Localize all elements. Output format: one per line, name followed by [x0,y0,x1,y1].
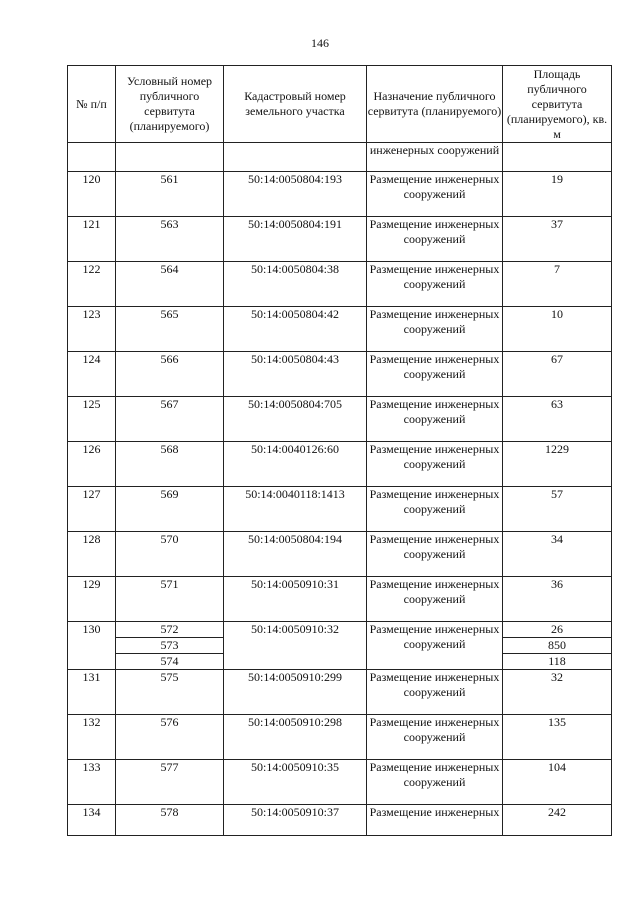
area-cell: 63 [503,397,612,442]
cadastral-number-cell: 50:14:0050910:298 [224,715,367,760]
area-cell: 34 [503,532,612,577]
row-number-cell: 126 [68,442,116,487]
cadastral-number-cell: 50:14:0050804:194 [224,532,367,577]
table-row [68,172,612,217]
area-cell: 850 [503,638,612,654]
header-cadastral-number: Кадастровый номер земельного участка [224,66,367,143]
row-number-cell: 120 [68,172,116,217]
cadastral-number-cell: 50:14:0050910:35 [224,760,367,805]
table-row [68,487,612,532]
table-row [68,670,612,715]
conditional-number-cell: 573 [116,638,224,654]
conditional-number-cell: 576 [116,715,224,760]
row-number-cell: 123 [68,307,116,352]
conditional-number-cell: 565 [116,307,224,352]
table-row [68,577,612,622]
area-cell: 67 [503,352,612,397]
cadastral-number-cell: 50:14:0050804:38 [224,262,367,307]
cadastral-number-cell: 50:14:0040126:60 [224,442,367,487]
cadastral-number-cell: 50:14:0050910:31 [224,577,367,622]
purpose-cell: Размещение инженерных сооружений [367,670,503,715]
row-number-cell: 128 [68,532,116,577]
table-row [68,262,612,307]
cadastral-number-cell: 50:14:0050804:43 [224,352,367,397]
area-cell: 37 [503,217,612,262]
purpose-cell: Размещение инженерных сооружений [367,760,503,805]
row-number-cell: 130 [68,622,116,670]
conditional-number-cell: 566 [116,352,224,397]
area-cell: 32 [503,670,612,715]
cadastral-number-cell: 50:14:0050910:37 [224,805,367,836]
row-number-cell: 127 [68,487,116,532]
table-row [68,397,612,442]
cadastral-number-cell: 50:14:0050910:32 [224,622,367,670]
conditional-number-cell: 570 [116,532,224,577]
purpose-cell: Размещение инженерных сооружений [367,217,503,262]
table-row [68,217,612,262]
row-number-cell: 125 [68,397,116,442]
header-area: Площадь публичного сервитута (планируемого), кв. м [503,66,612,143]
conditional-number-cell: 575 [116,670,224,715]
cadastral-number-cell: 50:14:0050804:42 [224,307,367,352]
table-row [68,532,612,577]
page-number: 146 [311,36,329,50]
table-row [68,805,612,836]
area-cell: 1229 [503,442,612,487]
table-header-row [68,66,612,143]
conditional-number-cell: 578 [116,805,224,836]
area-cell: 135 [503,715,612,760]
row-number-cell: 122 [68,262,116,307]
header-num: № п/п [68,66,116,143]
area-cell: 10 [503,307,612,352]
purpose-cell: Размещение инженерных сооружений [367,622,503,670]
table-row [68,442,612,487]
conditional-number-cell: 572 [116,622,224,638]
conditional-number-cell: 563 [116,217,224,262]
conditional-number-cell: 577 [116,760,224,805]
conditional-number-cell: 564 [116,262,224,307]
row-number-cell: 134 [68,805,116,836]
area-cell: 57 [503,487,612,532]
row-number-cell: 124 [68,352,116,397]
cadastral-number-cell: 50:14:0050804:705 [224,397,367,442]
area-cell: 7 [503,262,612,307]
purpose-cell: Размещение инженерных сооружений [367,397,503,442]
area-cell: 104 [503,760,612,805]
area-cell: 36 [503,577,612,622]
purpose-cell: инженерных сооружений [367,143,503,172]
table-row [68,622,612,638]
row-number-cell: 121 [68,217,116,262]
row-number-cell: 129 [68,577,116,622]
row-number-cell: 131 [68,670,116,715]
conditional-number-cell: 571 [116,577,224,622]
cadastral-number-cell: 50:14:0050910:299 [224,670,367,715]
conditional-number-cell: 568 [116,442,224,487]
table-row [68,715,612,760]
conditional-number-cell: 574 [116,654,224,670]
purpose-cell: Размещение инженерных сооружений [367,262,503,307]
purpose-cell: Размещение инженерных сооружений [367,172,503,217]
cadastral-number-cell: 50:14:0050804:193 [224,172,367,217]
purpose-cell: Размещение инженерных сооружений [367,532,503,577]
purpose-cell: Размещение инженерных сооружений [367,715,503,760]
table-row [68,352,612,397]
continuation-row [68,143,612,172]
purpose-cell: Размещение инженерных сооружений [367,577,503,622]
purpose-cell: Размещение инженерных сооружений [367,352,503,397]
conditional-number-cell: 561 [116,172,224,217]
purpose-cell: Размещение инженерных сооружений [367,487,503,532]
cadastral-number-cell: 50:14:0050804:191 [224,217,367,262]
area-cell: 242 [503,805,612,836]
servitude-table [67,65,612,836]
conditional-number-cell: 569 [116,487,224,532]
header-conditional-number: Условный номер публичного сервитута (планируемого) [116,66,224,143]
table-row [68,307,612,352]
row-number-cell: 133 [68,760,116,805]
table-row [68,760,612,805]
header-purpose: Назначение публичного сервитута (планируемого) [367,66,503,143]
purpose-cell: Размещение инженерных сооружений [367,307,503,352]
purpose-cell: Размещение инженерных [367,805,503,836]
conditional-number-cell: 567 [116,397,224,442]
purpose-cell: Размещение инженерных сооружений [367,442,503,487]
row-number-cell: 132 [68,715,116,760]
area-cell: 19 [503,172,612,217]
area-cell: 26 [503,622,612,638]
cadastral-number-cell: 50:14:0040118:1413 [224,487,367,532]
area-cell: 118 [503,654,612,670]
